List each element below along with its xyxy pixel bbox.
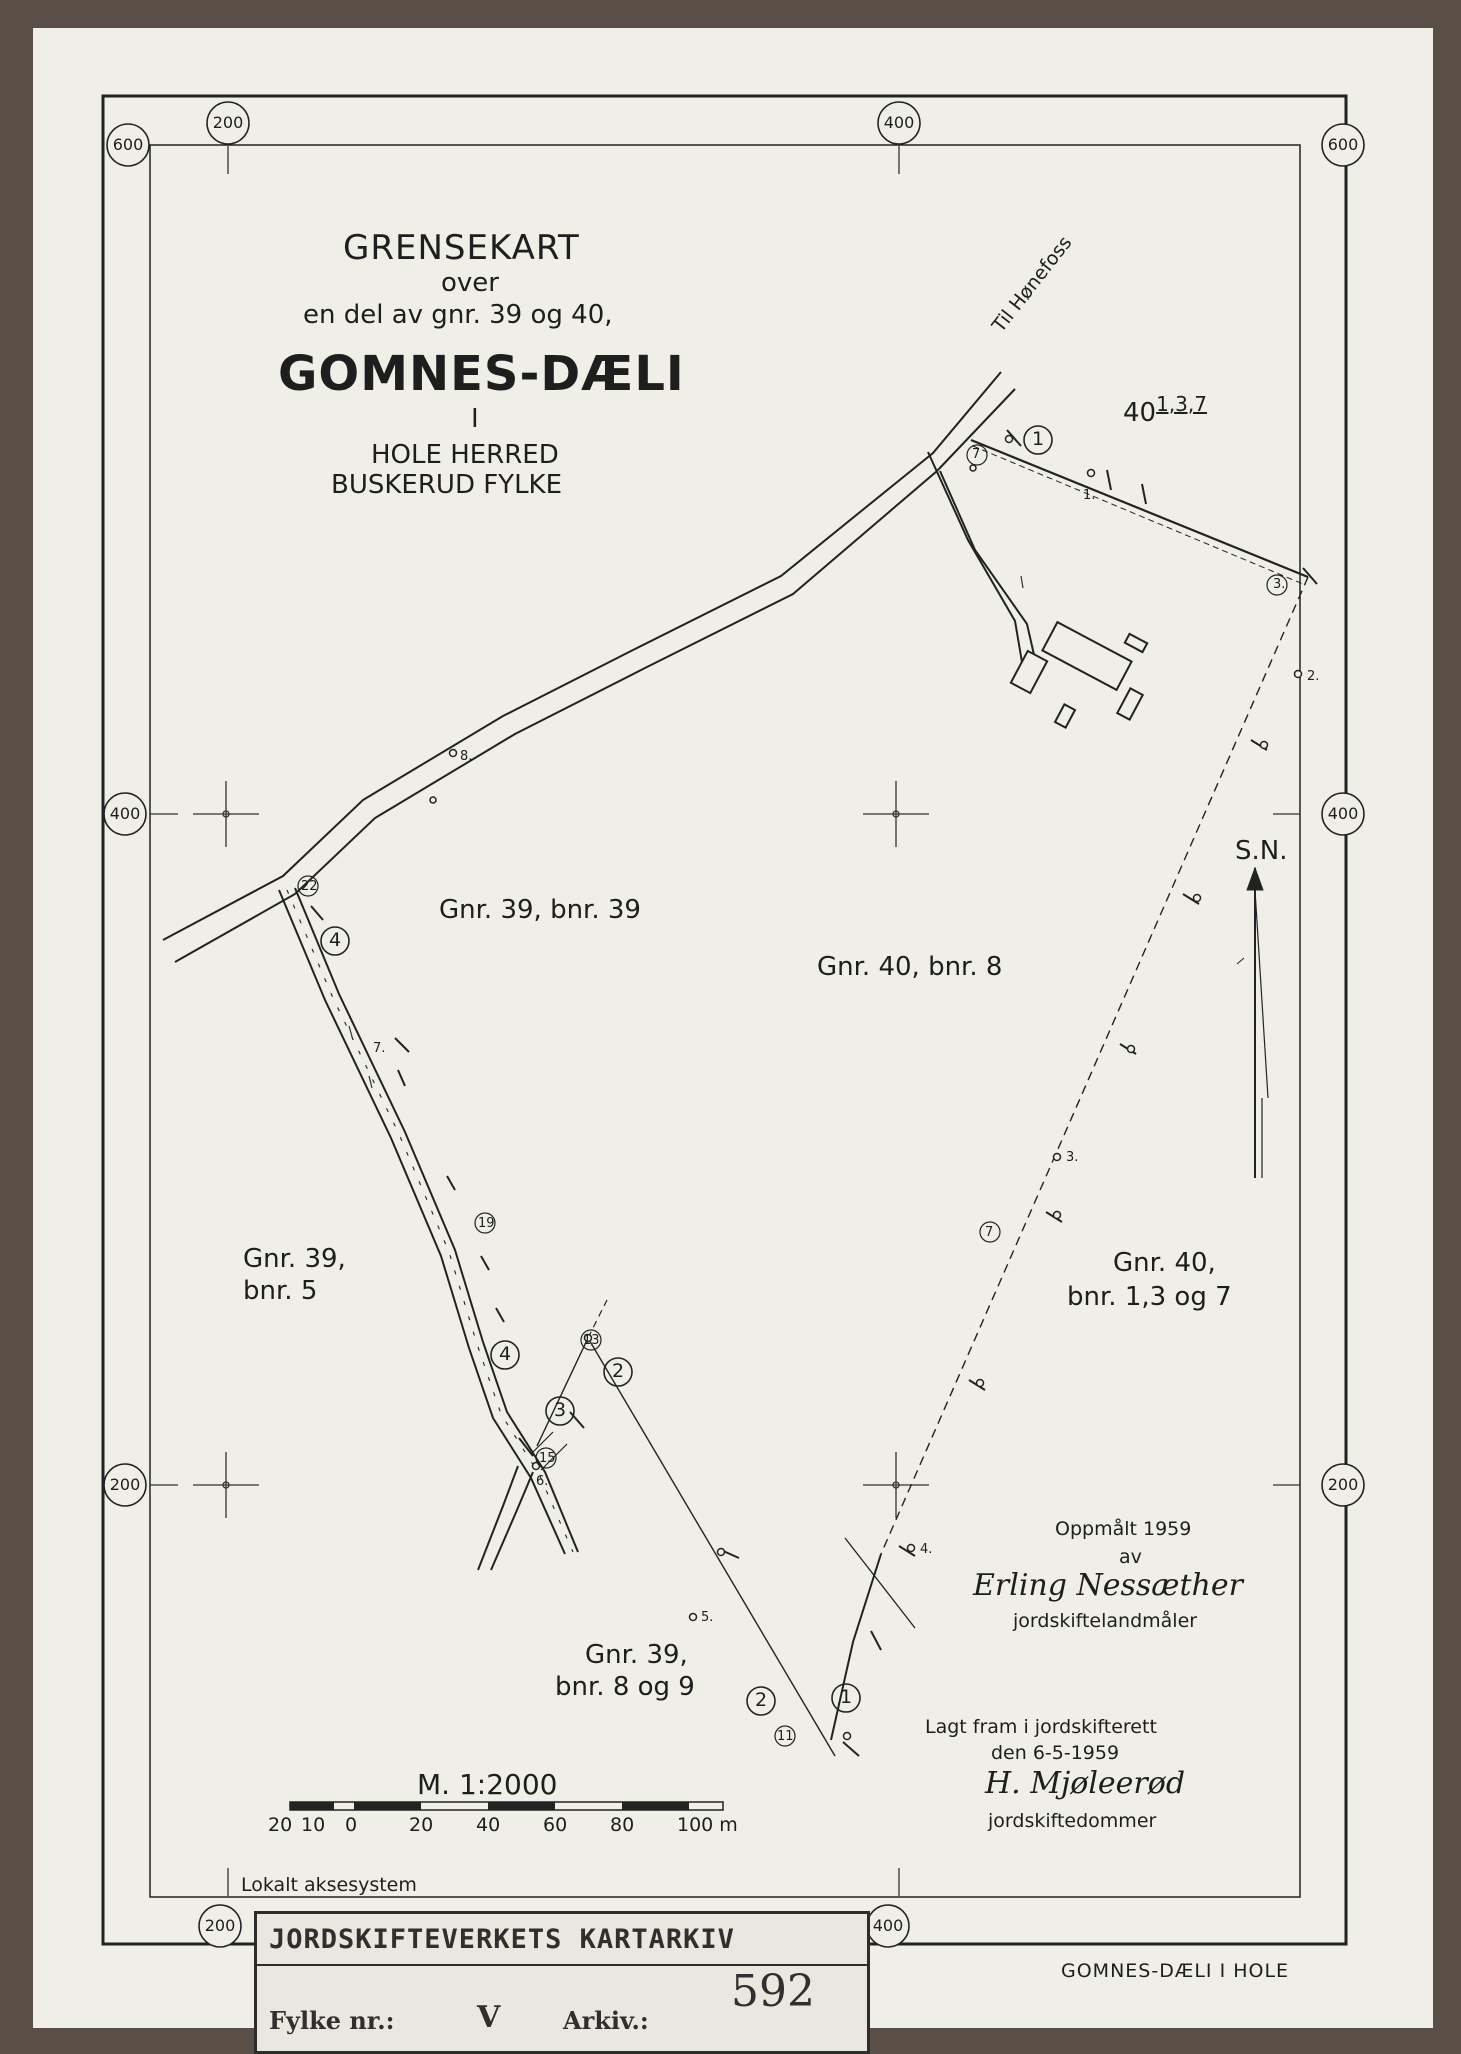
- title-i: I: [471, 404, 479, 434]
- corner-parcel-bnr: 1,3,7: [1156, 392, 1207, 416]
- point-3-north: 3.: [1273, 577, 1286, 592]
- presented-text: Lagt fram i jordskifterett: [925, 1716, 1157, 1738]
- title-parcels: en del av gnr. 39 og 40,: [303, 300, 613, 330]
- point-2: 2.: [1307, 669, 1320, 684]
- survey-by: av: [1119, 1546, 1142, 1568]
- scale-tick-100m: 100 m: [677, 1814, 738, 1836]
- footer-title: GOMNES-DÆLI I HOLE: [1061, 1960, 1290, 1982]
- boundary-number-4-road: 4: [499, 1343, 512, 1365]
- point-6: 6.: [536, 1474, 549, 1489]
- parcel-label-39-5-line2: bnr. 5: [243, 1276, 318, 1306]
- scale-tick-60: 60: [543, 1814, 568, 1836]
- parcel-label-39-89-line1: Gnr. 39,: [585, 1640, 688, 1670]
- grid-label-corner-600-right: 600: [1327, 135, 1359, 154]
- boundary-markers: [311, 430, 1320, 1756]
- stamp-archive-number: 592: [731, 1966, 815, 2017]
- point-7-east: 7: [985, 1225, 994, 1240]
- scale-tick-0: 0: [345, 1814, 358, 1836]
- point-22: 22: [301, 879, 318, 894]
- judge-signature: H. Mjøleerød: [985, 1766, 1186, 1801]
- point-11: 11: [777, 1729, 794, 1744]
- boundary-number-4-west: 4: [329, 929, 342, 951]
- parcel-label-39-39: Gnr. 39, bnr. 39: [439, 895, 641, 925]
- parcel-label-40-137-line1: Gnr. 40,: [1113, 1248, 1216, 1278]
- fence-ticks: [349, 576, 1023, 1088]
- boundaries: [287, 440, 1308, 1756]
- presented-date: den 6-5-1959: [991, 1742, 1120, 1764]
- municipality: HOLE HERRED: [371, 440, 559, 470]
- stamp-county-label: Fylke nr.:: [269, 2006, 395, 2035]
- stamp-county-value: V: [477, 2000, 501, 2035]
- boundary-number-2-south: 2: [755, 1689, 768, 1711]
- circled-boundary-numbers: [321, 426, 1052, 1715]
- point-7: 7.: [373, 1041, 386, 1056]
- grid-label-right-400: 400: [1327, 804, 1359, 823]
- point-19: 19: [478, 1216, 495, 1231]
- judge-role: jordskiftedommer: [988, 1810, 1157, 1832]
- survey-measured: Oppmålt 1959: [1055, 1518, 1192, 1540]
- grid-label-left-400: 400: [109, 804, 141, 823]
- boundary-number-1-north: 1: [1032, 428, 1045, 450]
- scale-tick-10: 10: [301, 1814, 326, 1836]
- scale-label: M. 1:2000: [417, 1768, 558, 1801]
- point-8: 8.: [460, 749, 473, 764]
- parcel-label-40-8: Gnr. 40, bnr. 8: [817, 952, 1003, 982]
- parcel-label-40-137-line2: bnr. 1,3 og 7: [1067, 1282, 1232, 1312]
- farm-buildings: [1011, 622, 1147, 727]
- farm-name: GOMNES-DÆLI: [278, 346, 685, 402]
- county: BUSKERUD FYLKE: [331, 470, 563, 500]
- title-over: over: [441, 268, 499, 298]
- scale-tick-80: 80: [610, 1814, 635, 1836]
- parcel-label-39-89-line2: bnr. 8 og 9: [555, 1672, 695, 1702]
- stamp-title: JORDSKIFTEVERKETS KARTARKIV: [269, 1924, 735, 1955]
- corner-parcel-40: [1123, 392, 1207, 428]
- grid-label-top-200: 200: [212, 113, 244, 132]
- archive-stamp: [254, 1911, 870, 2054]
- scale-tick-40: 40: [476, 1814, 501, 1836]
- scale-tick-20: 20: [409, 1814, 434, 1836]
- grid-label-corner-600-left: 600: [112, 135, 144, 154]
- map-title: GRENSEKART: [343, 228, 580, 268]
- point-7-north: 7: [972, 447, 981, 462]
- point-3: 3.: [1066, 1150, 1079, 1165]
- grid-label-top-400: 400: [883, 113, 915, 132]
- point-15: 15: [539, 1451, 556, 1466]
- grid-label-left-200: 200: [109, 1475, 141, 1494]
- grid-label-bottom-200: 200: [204, 1916, 236, 1935]
- point-4: 4.: [920, 1542, 933, 1557]
- corner-parcel-gnr: 40: [1123, 398, 1157, 428]
- road-label: Til Hønefoss: [988, 232, 1077, 337]
- grid-label-bottom-400: 400: [872, 1916, 904, 1935]
- stamp-archive-label: Arkiv.:: [563, 2006, 649, 2035]
- point-1: 1.: [1083, 488, 1096, 503]
- map-sheet: [33, 28, 1433, 2028]
- north-arrow: [1237, 868, 1268, 1178]
- point-5: 5.: [701, 1610, 714, 1625]
- surveyor-role: jordskiftelandmåler: [1013, 1610, 1198, 1632]
- cadastral-map: [33, 28, 1433, 2028]
- parcel-label-39-5-line1: Gnr. 39,: [243, 1244, 346, 1274]
- surveyor-signature: Erling Nessæther: [973, 1568, 1243, 1603]
- boundary-number-1-south: 1: [840, 1686, 853, 1708]
- boundary-number-3: 3: [554, 1399, 567, 1421]
- point-13: 13: [583, 1333, 600, 1348]
- axis-note: Lokalt aksesystem: [241, 1874, 417, 1896]
- boundary-number-2-diagonal: 2: [612, 1360, 625, 1382]
- scale-bar: [290, 1802, 723, 1810]
- north-label: S.N.: [1235, 836, 1288, 866]
- grid-label-right-200: 200: [1327, 1475, 1359, 1494]
- scale-tick-20-left: 20: [268, 1814, 293, 1836]
